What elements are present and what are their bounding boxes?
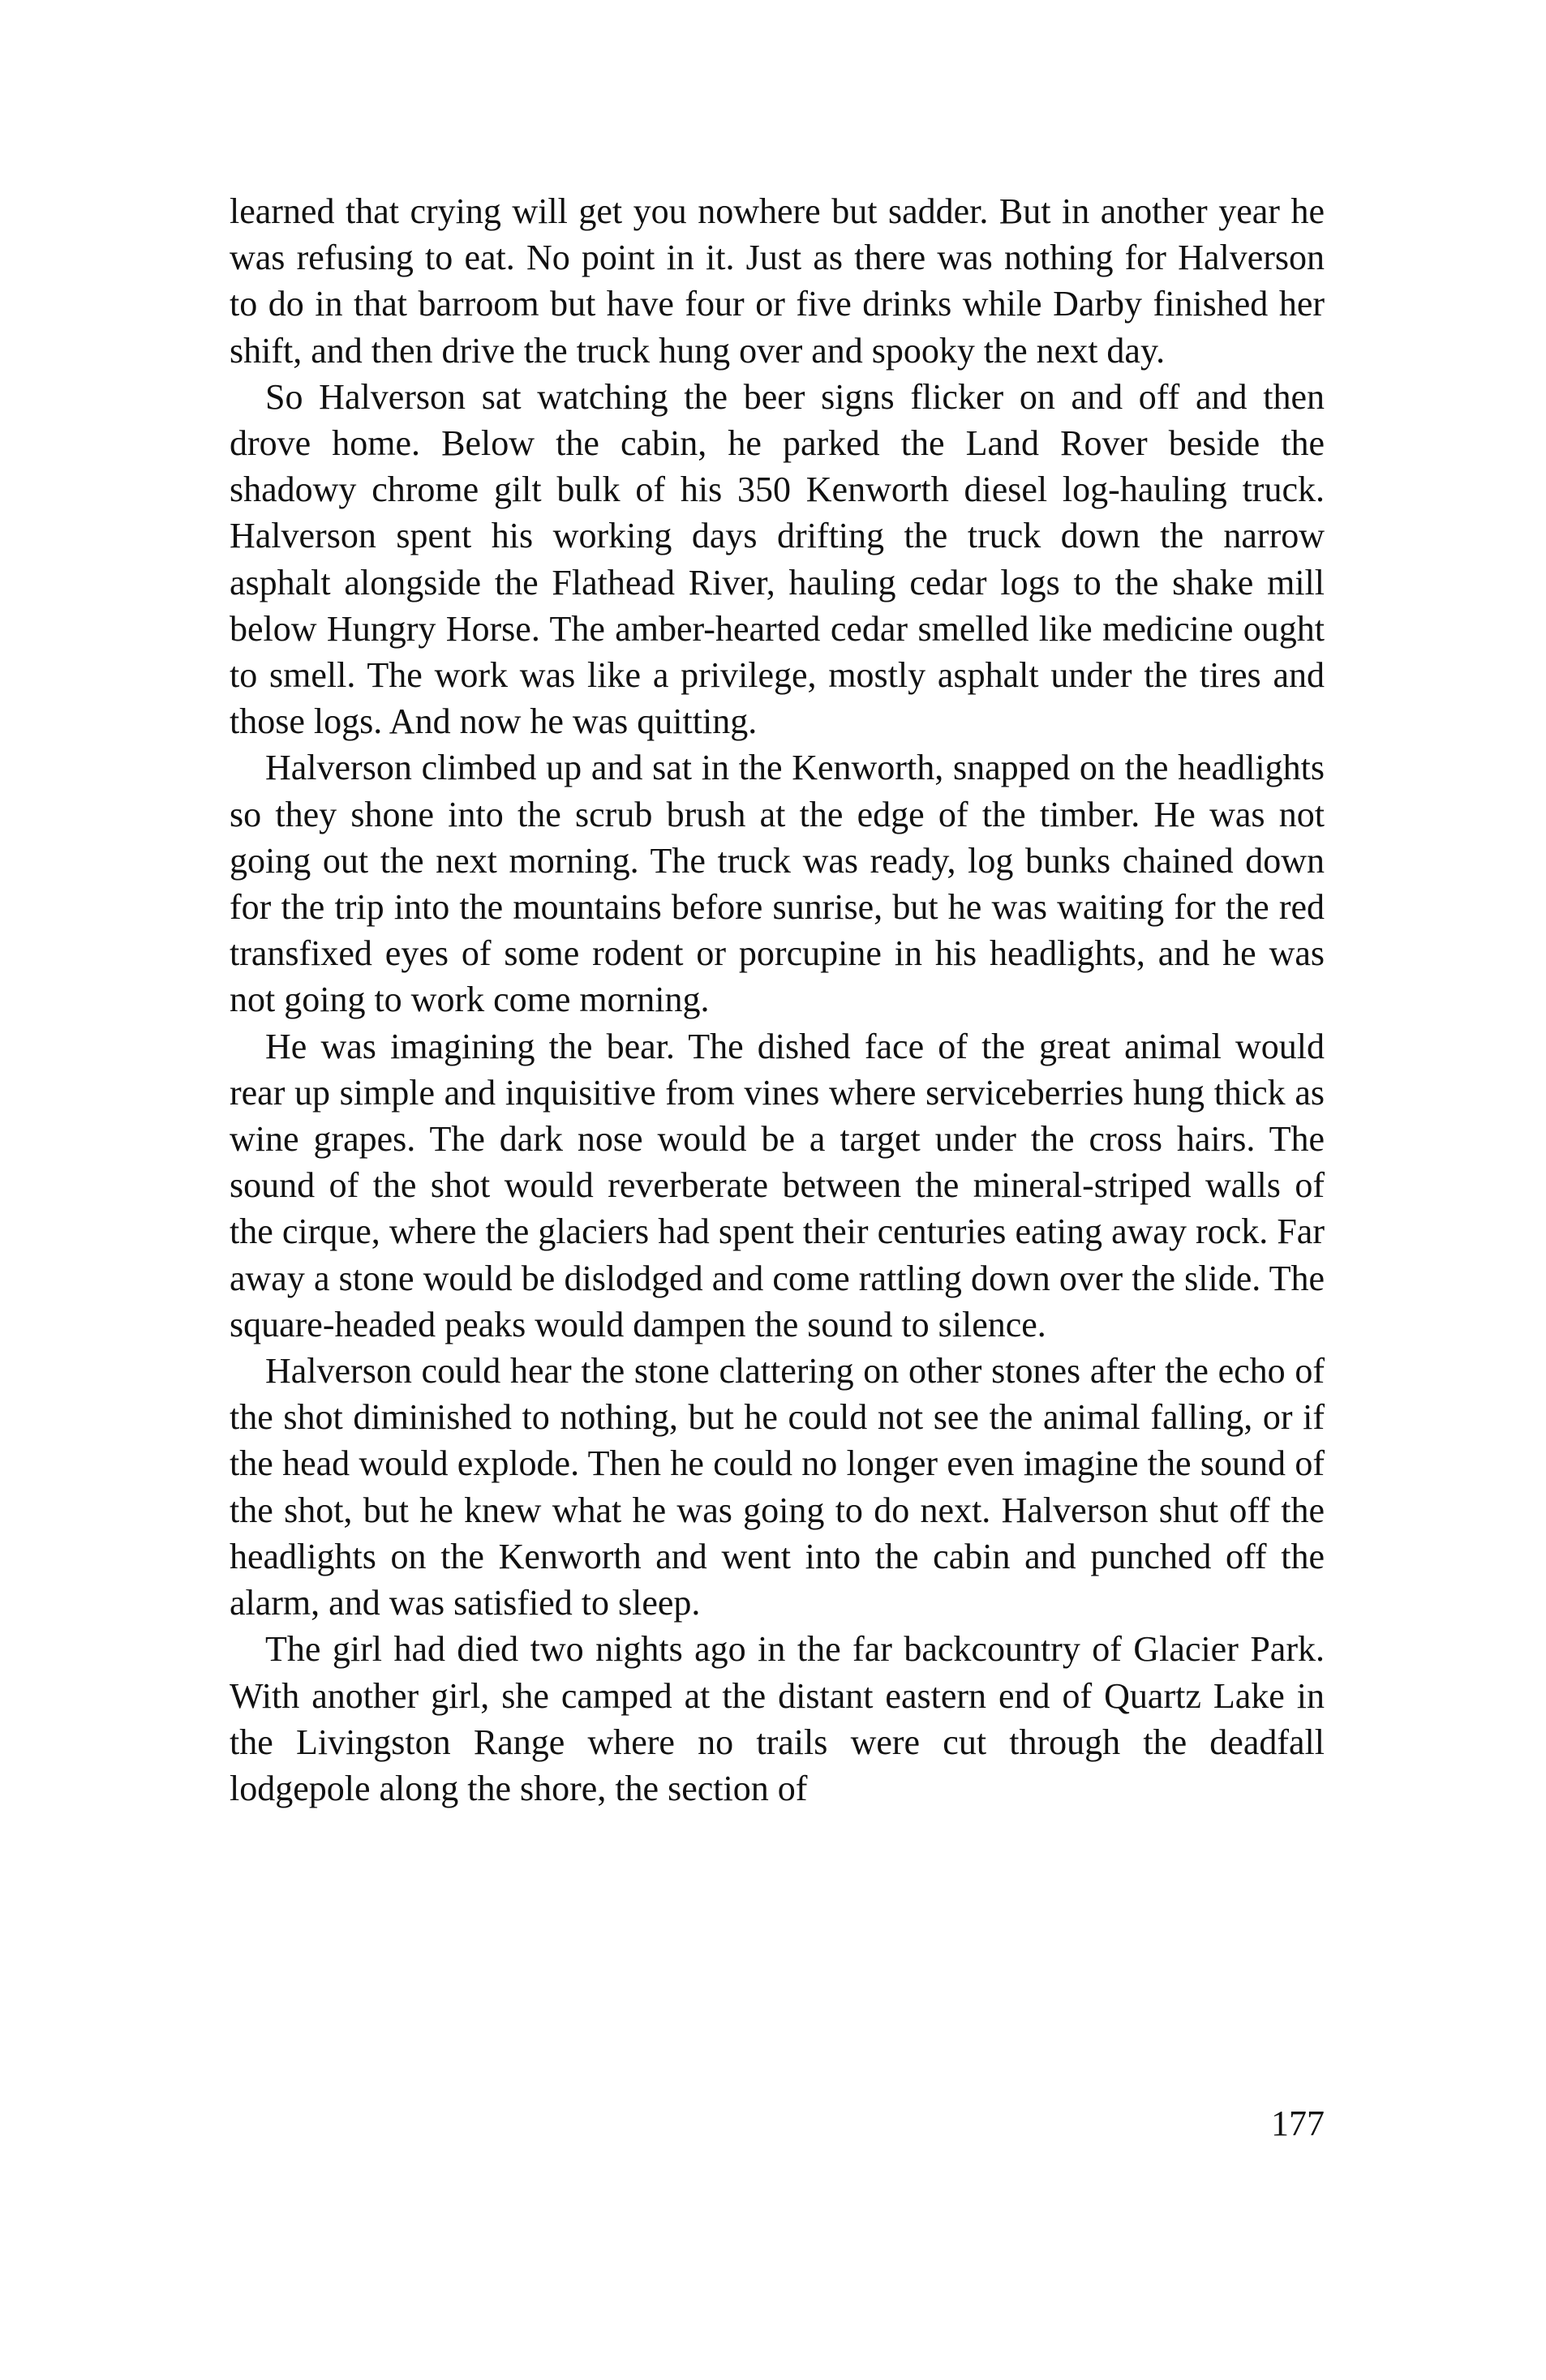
paragraph-3: Halverson climbed up and sat in the Kenworth, snapped on the headlights so they shone into the scrub brush at the edge of the timber. He was not going out the next morning. The truck was ready, log bunks chained down for the trip into the mountains before sunrise, but he was waiting for the red transfixed eyes of some rodent or porcupine in his headlights, and he was not going to work come morning. <box>230 748 1325 1020</box>
paragraph-2: So Halverson sat watching the beer signs flicker on and off and then drove home. Below the cabin, he parked the Land Rover beside the shadowy chrome gilt bulk of his 350 Kenworth diesel log-hauling truck. Halverson spent his working days drifting the truck down the narrow asphalt alongside the Flathead River, hauling cedar logs to the shake mill below Hungry Horse. The amber-hearted cedar smelled like medicine ought to smell. The work was like a privilege, mostly asphalt under the tires and those logs. And now he was quitting. <box>230 376 1325 742</box>
body-text <box>230 188 1325 1812</box>
paragraph-1: learned that crying will get you nowhere but sadder. But in another year he was refusing to eat. No point in it. Just as there was nothing for Halverson to do in that barroom but have four or five drinks while Darby finished her shift, and then drive the truck hung over and spooky the next day. <box>230 191 1325 371</box>
paragraph-6: The girl had died two nights ago in the far backcountry of Glacier Park. With another girl, she camped at the distant eastern end of Quartz Lake in the Livingston Range where no trails were cut through the deadfall lodgepole along the shore, the section of <box>230 1629 1325 1808</box>
page-number: 177 <box>1271 2103 1325 2143</box>
paragraph-5: Halverson could hear the stone clattering on other stones after the echo of the shot diminished to nothing, but he could not see the animal falling, or if the head would explode. Then he could no longer even imagine the sound of the shot, but he knew what he was going to do next. Halverson shut off the headlights on the Kenworth and went into the cabin and punched off the alarm, and was satisfied to sleep. <box>230 1351 1325 1623</box>
paragraph-4: He was imagining the bear. The dished face of the great animal would rear up simple and inquisitive from vines where serviceberries hung thick as wine grapes. The dark nose would be a target under the cross hairs. The sound of the shot would reverberate between the mineral-striped walls of the cirque, where the glaciers had spent their centuries eating away rock. Far away a stone would be dislodged and come rattling down over the slide. The square-headed peaks would dampen the sound to silence. <box>230 1026 1325 1344</box>
